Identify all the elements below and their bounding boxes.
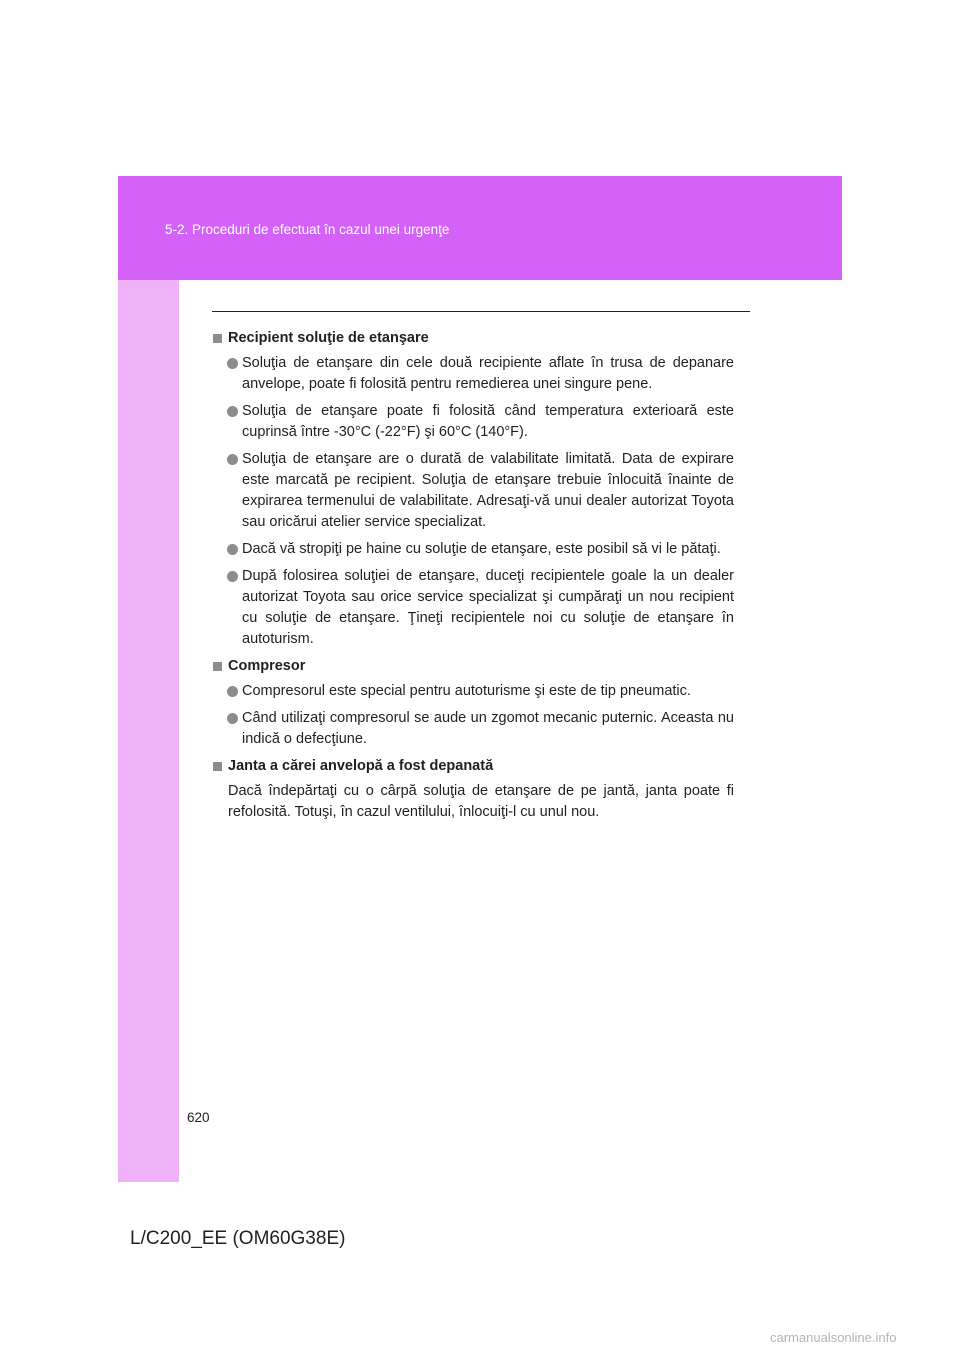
list-item-text: Când utilizaţi compresorul se aude un zgomot mecanic puternic. Aceasta nu indică o defecţiune. bbox=[242, 710, 734, 747]
circle-bullet-icon bbox=[227, 406, 238, 417]
top-rule bbox=[212, 311, 750, 312]
list-item bbox=[212, 449, 734, 533]
list-item-text: Soluţia de etanşare poate fi folosită când temperatura exterioară este cuprinsă între -30°C (-22°F) şi 60°C (140°F). bbox=[242, 403, 734, 440]
circle-bullet-icon bbox=[227, 358, 238, 369]
page-number: 620 bbox=[187, 1110, 210, 1125]
list-item bbox=[212, 539, 734, 560]
list-item bbox=[212, 566, 734, 650]
circle-bullet-icon bbox=[227, 571, 238, 582]
circle-bullet-icon bbox=[227, 713, 238, 724]
page-content bbox=[212, 328, 734, 823]
section-heading bbox=[212, 328, 734, 349]
square-bullet-icon bbox=[213, 762, 222, 771]
section-heading-text: Recipient soluţie de etanşare bbox=[228, 330, 429, 346]
model-code: L/C200_EE (OM60G38E) bbox=[130, 1228, 346, 1249]
list-item-text: După folosirea soluţiei de etanşare, duceţi recipientele goale la un dealer autorizat Toyota sau orice service specializat şi cumpăraţi un nou recipient cu soluţie de etanşare. Ţineţi recipientele noi cu soluţie de etanşare în autoturism. bbox=[242, 568, 734, 647]
section-heading bbox=[212, 756, 734, 777]
circle-bullet-icon bbox=[227, 686, 238, 697]
section-heading-text: Compresor bbox=[228, 658, 306, 674]
section-heading-text: Janta a cărei anvelopă a fost depanată bbox=[228, 758, 494, 774]
list-item bbox=[212, 353, 734, 395]
circle-bullet-icon bbox=[227, 454, 238, 465]
list-item bbox=[212, 681, 734, 702]
list-item-text: Dacă vă stropiţi pe haine cu soluţie de etanşare, este posibil să vi le pătaţi. bbox=[242, 541, 721, 557]
section-heading bbox=[212, 656, 734, 677]
section-title: 5-2. Proceduri de efectuat în cazul unei urgenţe bbox=[165, 222, 450, 237]
paragraph: Dacă îndepărtaţi cu o cârpă soluţia de etanşare de pe jantă, janta poate fi refolosită. Totuşi, în cazul ventilului, înlocuiţi-l cu unul nou. bbox=[228, 783, 734, 820]
list-item-text: Compresorul este special pentru autoturisme şi este de tip pneumatic. bbox=[242, 683, 691, 699]
list-item-text: Soluţia de etanşare din cele două recipiente aflate în trusa de depanare anvelope, poate fi folosită pentru remedierea unei singure pene. bbox=[242, 355, 734, 392]
list-item bbox=[212, 401, 734, 443]
side-strip bbox=[118, 280, 179, 1182]
square-bullet-icon bbox=[213, 334, 222, 343]
square-bullet-icon bbox=[213, 662, 222, 671]
watermark: carmanualsonline.info bbox=[770, 1330, 897, 1345]
list-item bbox=[212, 708, 734, 750]
list-item-text: Soluţia de etanşare are o durată de valabilitate limitată. Data de expirare este marcată pe recipient. Soluţia de etanşare trebuie înlocuită înainte de expirarea termenului de valabilitate. Adresaţi-vă unui dealer autorizat Toyota sau oricărui atelier service specializat. bbox=[242, 451, 734, 530]
circle-bullet-icon bbox=[227, 544, 238, 555]
